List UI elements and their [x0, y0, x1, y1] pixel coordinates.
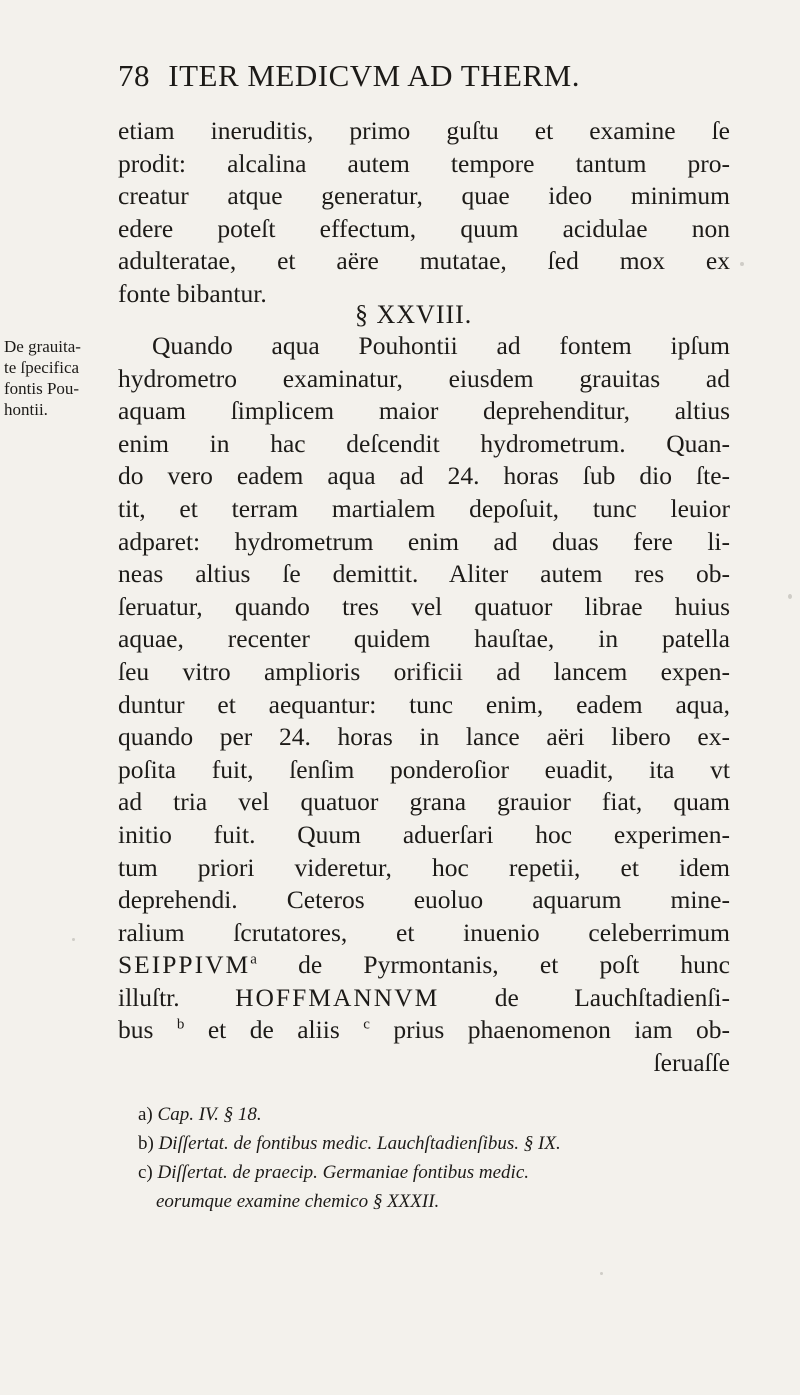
margin-note-line: hontii. [4, 400, 48, 419]
text-line: initio fuit. Quum aduerſari hoc experimen- [118, 819, 730, 849]
footnote-mark: a) [138, 1104, 153, 1125]
text-line [118, 949, 730, 982]
footnote-c [138, 1158, 738, 1187]
section-heading: § XXVIII. [355, 300, 473, 329]
footnote-text: Diſſertat. de praecip. Germaniae fontibus medic. [157, 1162, 530, 1183]
text-line: creatur atque generatur, quae ideo minimum [118, 181, 730, 211]
text-line: ad tria vel quatuor grana grauior fiat, quam [118, 787, 730, 817]
footnote-text: Cap. IV. § 18. [157, 1104, 262, 1125]
paragraph-2 [118, 330, 730, 1080]
text-line: prodit: alcalina autem tempore tantum pro- [118, 148, 730, 178]
margin-note-line: De grauita- [4, 337, 81, 356]
paper-speck [600, 1272, 603, 1275]
text-line: ſeu vitro amplioris orificii ad lancem expen- [118, 656, 730, 686]
text-line: neas altius ſe demittit. Aliter autem res ob- [118, 559, 730, 589]
margin-note-line: fontis Pou- [4, 379, 80, 398]
paper-speck [72, 938, 75, 941]
footnote-b [138, 1129, 738, 1158]
text-line: aquae, recenter quidem hauſtae, in patella [118, 624, 730, 654]
page-number: 78 [118, 58, 150, 93]
text-fragment: de Pyrmontanis, et poſt hunc [256, 950, 730, 980]
text-line: enim in hac deſcendit hydrometrum. Quan- [118, 428, 730, 458]
footnote-c-continued [138, 1187, 738, 1216]
text-line: fonte bibantur. [118, 278, 267, 308]
footnotes [138, 1100, 738, 1216]
text-line: ralium ſcrutatores, et inuenio celeberrimum [118, 917, 730, 947]
text-line: adulteratae, et aëre mutatae, ſed mox ex [118, 246, 730, 276]
text-line: poſita fuit, ſenſim ponderoſior euadit, ita vt [118, 754, 730, 784]
footnote-ref-a: a [250, 951, 257, 968]
footnote-ref-c: c [363, 1016, 370, 1033]
text-line [118, 1014, 730, 1047]
text-line: etiam ineruditis, primo guſtu et examine ſe [118, 116, 730, 145]
text-line: hydrometro examinatur, eiusdem grauitas ad [118, 363, 730, 393]
text-fragment: illuſtr. [118, 982, 236, 1012]
running-header [118, 58, 580, 94]
text-line: tit, et terram martialem depoſuit, tunc leuior [118, 493, 730, 523]
footnote-mark: b) [138, 1133, 154, 1154]
footnote-text: eorumque examine chemico § XXXII. [156, 1191, 440, 1212]
text-line: ſeruaſſe [653, 1048, 730, 1078]
text-line: ſeruatur, quando tres vel quatuor librae huius [118, 591, 730, 621]
margin-note-line: te ſpecifica [4, 358, 80, 377]
running-title: ITER MEDICVM AD THERM. [168, 58, 580, 93]
text-line: deprehendi. Ceteros euoluo aquarum mine- [118, 885, 730, 915]
footnote-ref-b: b [176, 1016, 185, 1033]
text-line: aquam ſimplicem maior deprehenditur, altius [118, 396, 730, 426]
text-fragment: prius phaenomenon iam ob- [369, 1015, 730, 1045]
footnote-text: Diſſertat. de fontibus medic. Lauchſtadienſibus. § IX. [158, 1133, 561, 1154]
text-line: tum priori videretur, hoc repetii, et idem [118, 852, 730, 882]
text-fragment: bus [118, 1015, 177, 1045]
text-line: quando per 24. horas in lance aëri libero ex- [118, 722, 730, 752]
author-name-seippius: SEIPPIVM [118, 950, 251, 980]
margin-note [4, 336, 114, 420]
author-name-hoffmannus: HOFFMANNVM [235, 982, 440, 1012]
paper-speck [740, 262, 744, 266]
text-fragment: de Lauchſtadienſi- [439, 982, 730, 1012]
text-line: Quando aqua Pouhontii ad fontem ipſum [152, 331, 730, 360]
text-line: edere poteſt effectum, quum acidulae non [118, 213, 730, 243]
text-line: do vero eadem aqua ad 24. horas ſub dio ſte- [118, 461, 730, 491]
text-line: adparet: hydrometrum enim ad duas fere li- [118, 526, 730, 556]
footnote-mark: c) [138, 1162, 153, 1183]
paper-speck [788, 594, 792, 599]
footnote-a [138, 1100, 738, 1129]
text-line [118, 982, 730, 1015]
paragraph-1 [118, 115, 730, 311]
text-line: duntur et aequantur: tunc enim, eadem aqua, [118, 689, 730, 719]
text-fragment: et de aliis [184, 1015, 364, 1045]
